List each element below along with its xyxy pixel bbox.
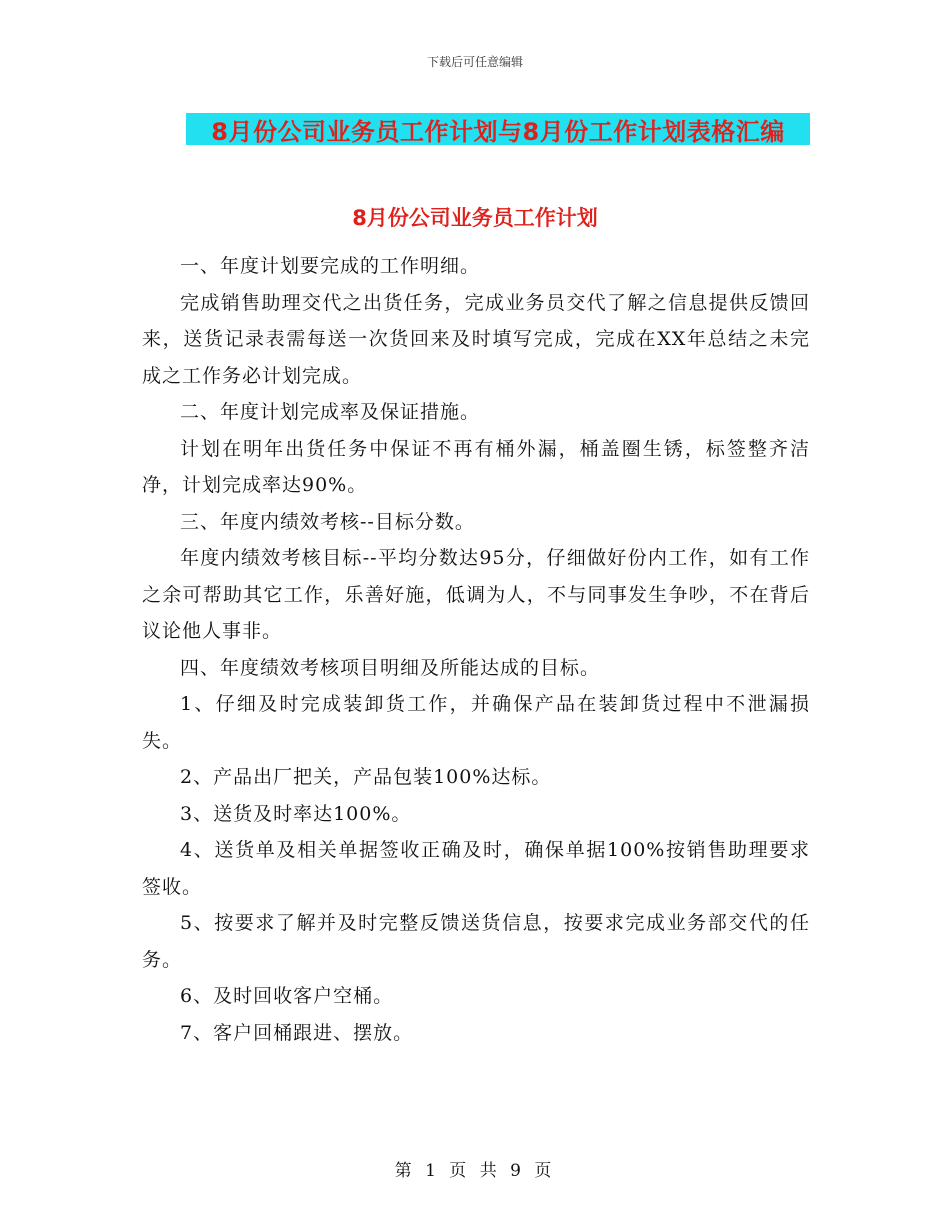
paragraph: 二、年度计划完成率及保证措施。 — [180, 401, 481, 423]
paragraph: 计划在明年出货任务中保证不再有桶外漏，桶盖圈生锈，标签整齐洁净，计划完成率达90%。 — [142, 437, 810, 496]
paragraph: 完成销售助理交代之出货任务，完成业务员交代了解之信息提供反馈回来，送货记录表需每送一次货回来及时填写完成，完成在XX年总结之未完成之工作务必计划完成。 — [142, 291, 810, 387]
paragraph: 6、及时回收客户空桶。 — [180, 985, 394, 1007]
page-footer: 第 1 页 共 9 页 — [394, 1161, 556, 1181]
paragraph: 年度内绩效考核目标--平均分数达95分，仔细做好份内工作，如有工作之余可帮助其它工作，乐善好施，低调为人，不与同事发生争吵，不在背后议论他人事非。 — [142, 547, 810, 642]
paragraph: 1、仔细及时完成装卸货工作，并确保产品在装卸货过程中不泄漏损失。 — [142, 693, 810, 752]
paragraph: 一、年度计划要完成的工作明细。 — [180, 255, 481, 277]
document-body — [142, 248, 810, 1051]
paragraph: 2、产品出厂把关，产品包装100%达标。 — [180, 766, 552, 788]
paragraph: 三、年度内绩效考核--目标分数。 — [180, 510, 475, 533]
paragraph: 四、年度绩效考核项目明细及所能达成的目标。 — [180, 656, 601, 679]
paragraph: 7、客户回桶跟进、摆放。 — [180, 1021, 414, 1044]
main-title: 8月份公司业务员工作计划与8月份工作计划表格汇编 — [211, 117, 785, 146]
section-title: 8月份公司业务员工作计划 — [352, 206, 598, 230]
paragraph: 3、送货及时率达100%。 — [180, 802, 412, 825]
header-note: 下载后可任意编辑 — [426, 55, 523, 69]
paragraph: 4、送货单及相关单据签收正确及时，确保单据100%按销售助理要求签收。 — [142, 839, 810, 898]
main-title-highlight — [186, 113, 810, 145]
paragraph: 5、按要求了解并及时完整反馈送货信息，按要求完成业务部交代的任务。 — [142, 912, 810, 971]
